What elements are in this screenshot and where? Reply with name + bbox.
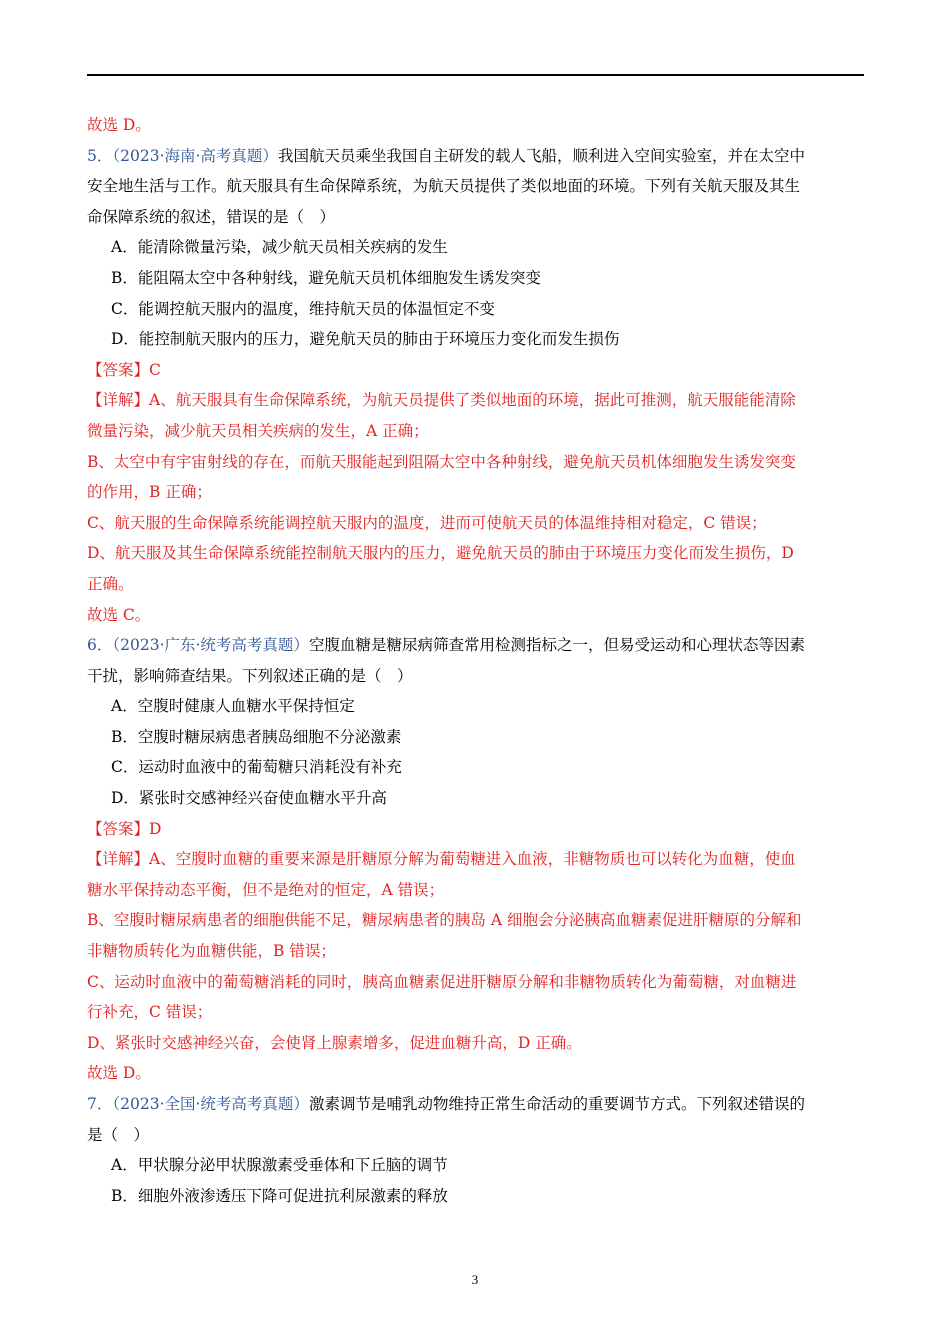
q5-conclusion: 故选 C。: [87, 605, 151, 624]
q6-explain-line-1: [87, 844, 864, 875]
q6-option-c: C．运动时血液中的葡萄糖只消耗没有补充: [111, 758, 402, 777]
q6-conclusion: 故选 D。: [87, 1064, 151, 1083]
q7-stem-text-1: 激素调节是哺乳动物维持正常生命活动的重要调节方式。下列叙述错误的: [308, 1095, 805, 1113]
q5-explain-line-5: C、航天服的生命保障系统能调控航天服内的温度，进而可使航天员的体温维持相对稳定，C 错误；: [87, 513, 767, 532]
q6-option-a: A．空腹时健康人血糖水平保持恒定: [111, 697, 355, 716]
q6-explain-line-7: D、紧张时交感神经兴奋，会使肾上腺素增多，促进血糖升高，D 正确。: [87, 1033, 582, 1052]
q6-explain-text-1: A、空腹时血糖的重要来源是肝糖原分解为葡萄糖进入血液，非糖物质也可以转化为血糖，使血: [149, 850, 796, 869]
q6-explain-label: 【详解】: [87, 850, 150, 869]
q6-explain-line-5: C、运动时血液中的葡萄糖消耗的同时，胰高血糖素促进肝糖原分解和非糖物质转化为葡萄糖，对血糖进: [87, 972, 797, 991]
q5-answer-label: 【答案】: [87, 360, 150, 379]
q5-explain-line-2: 微量污染，减少航天员相关疾病的发生，A 正确；: [87, 421, 429, 440]
q6-stem-line-1: [87, 630, 864, 661]
q7-stem-line-2: 是（ ）: [87, 1125, 150, 1144]
prev-conclusion: 故选 D。: [87, 116, 151, 134]
q5-stem-line-3: 命保障系统的叙述，错误的是（ ）: [87, 207, 336, 226]
q6-source: （2023·广东·统考高考真题）: [112, 636, 309, 655]
q5-answer: [87, 355, 864, 386]
q5-stem-line-2: 安全地生活与工作。航天服具有生命保障系统，为航天员提供了类似地面的环境。下列有关航天服及其生: [87, 177, 801, 196]
page-content: [87, 110, 864, 1211]
q7-option-a: A．甲状腺分泌甲状腺激素受垂体和下丘脑的调节: [111, 1156, 448, 1175]
page-number: 3: [471, 1272, 479, 1287]
q5-option-a: A．能清除微量污染，减少航天员相关疾病的发生: [111, 238, 448, 257]
q5-explain-line-6: D、航天服及其生命保障系统能控制航天服内的压力，避免航天员的肺由于环境压力变化而发生损伤，D: [87, 544, 794, 563]
q7-option-b: B．细胞外液渗透压下降可促进抗利尿激素的释放: [111, 1186, 448, 1205]
q6-option-b: B．空腹时糖尿病患者胰岛细胞不分泌激素: [111, 727, 402, 746]
q6-explain-line-6: 行补充，C 错误；: [87, 1003, 213, 1022]
q6-explain-line-2: 糖水平保持动态平衡，但不是绝对的恒定，A 错误；: [87, 880, 445, 899]
header-rule: [87, 74, 864, 76]
q6-answer-label: 【答案】: [87, 819, 150, 838]
q5-explain-label: 【详解】: [87, 391, 150, 410]
q6-option-d: D．紧张时交感神经兴奋使血糖水平升高: [111, 789, 387, 808]
q6-number: 6．: [87, 636, 113, 655]
q5-explain-line-3: B、太空中有宇宙射线的存在，而航天服能起到阻隔太空中各种射线，避免航天员机体细胞发生诱发突变: [87, 452, 796, 471]
q5-option-b: B．能阻隔太空中各种射线，避免航天员机体细胞发生诱发突变: [111, 268, 541, 287]
q5-source: （2023·海南·高考真题）: [112, 146, 278, 165]
q7-number: 7．: [87, 1095, 113, 1113]
q6-answer-value: D: [149, 819, 162, 838]
q5-explain-line-4: 的作用，B 正确；: [87, 483, 212, 502]
q6-stem-line-2: 干扰，影响筛查结果。下列叙述正确的是（ ）: [87, 666, 413, 685]
q5-explain-line-7: 正确。: [87, 574, 134, 593]
q7-source: （2023·全国·统考高考真题）: [112, 1095, 309, 1113]
q6-explain-line-4: 非糖物质转化为血糖供能，B 错误；: [87, 942, 336, 961]
q5-stem-text-1: 我国航天员乘坐我国自主研发的载人飞船，顺利进入空间实验室，并在太空中: [277, 146, 805, 165]
q5-explain-text-1: A、航天服具有生命保障系统，为航天员提供了类似地面的环境，据此可推测，航天服能能清除: [149, 391, 796, 410]
q5-explain-line-1: [87, 385, 864, 416]
q6-explain-line-3: B、空腹时糖尿病患者的细胞供能不足，糖尿病患者的胰岛 A 细胞会分泌胰高血糖素促进肝糖原的分解和: [87, 911, 802, 930]
q5-option-d: D．能控制航天服内的压力，避免航天员的肺由于环境压力变化而发生损伤: [111, 330, 620, 349]
q6-stem-text-1: 空腹血糖是糖尿病筛查常用检测指标之一，但易受运动和心理状态等因素: [308, 636, 805, 655]
q5-number: 5．: [87, 146, 113, 165]
q5-answer-value: C: [149, 360, 161, 379]
q7-stem-line-1: [87, 1089, 864, 1120]
q5-stem-line-1: [87, 141, 864, 172]
q5-option-c: C．能调控航天服内的温度，维持航天员的体温恒定不变: [111, 299, 495, 318]
q6-answer: [87, 814, 864, 845]
